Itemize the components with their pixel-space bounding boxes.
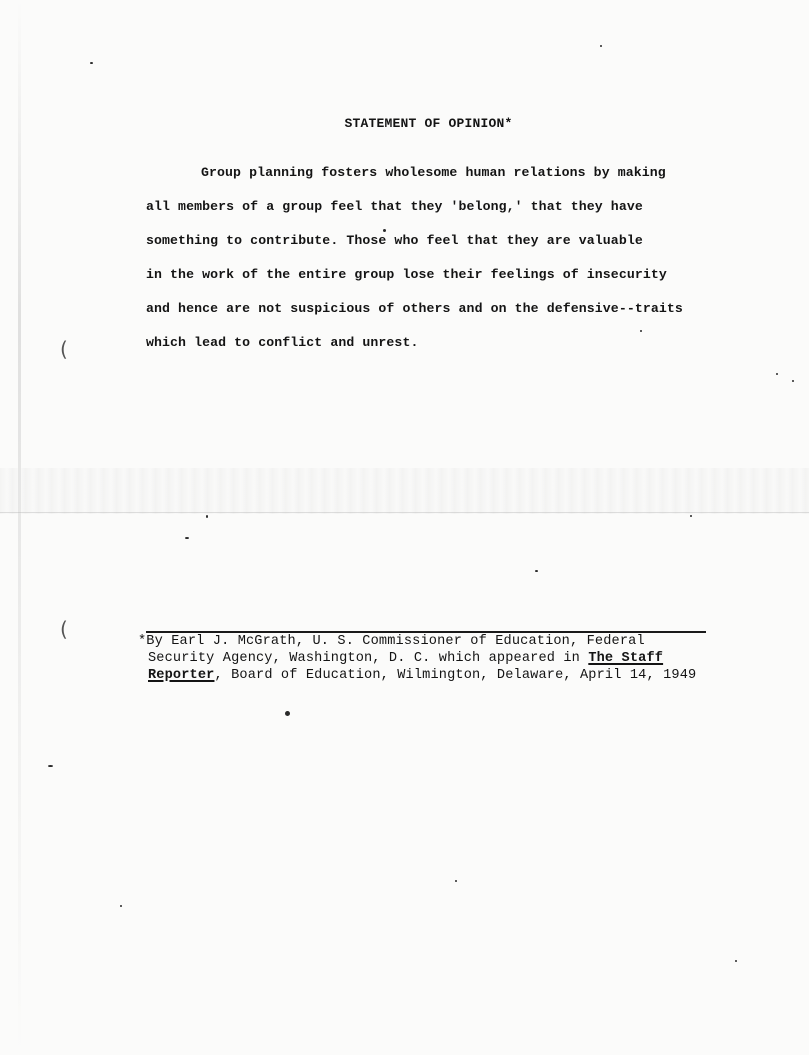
footnote-rule [146,631,706,633]
footnote-text: Security Agency, Washington, D. C. which appeared in [148,651,589,666]
fold-band [0,468,809,514]
scan-speck [285,711,290,716]
document-title-text: STATEMENT OF OPINION* [344,116,513,131]
margin-mark-1: ( [60,337,68,361]
publication-title-part-2: Reporter [148,668,215,683]
paragraph-line-2: all members of a group feel that they 'belong,' that they have [146,199,643,214]
footnote-line-1: *By Earl J. McGrath, U. S. Commissioner of Education, Federal [138,634,645,649]
footnote-text-end: , Board of Education, Wilmington, Delaware, April 14, 1949 [214,668,697,683]
document-title [0,116,809,131]
scan-speck [776,373,778,375]
paragraph-line-6: which lead to conflict and unrest. [146,335,419,350]
paragraph-line-4: in the work of the entire group lose their feelings of insecurity [146,267,667,282]
scan-speck [383,229,386,232]
scan-speck [455,880,457,882]
paragraph-line-3: something to contribute. Those who feel that they are valuable [146,233,643,248]
footnote-line-3 [148,668,696,683]
footnote-line-2 [148,651,663,666]
scan-speck [735,960,737,962]
publication-title-part-1: The Staff [588,651,664,666]
page-edge-shadow [18,0,21,1055]
scan-speck [792,380,794,382]
scan-speck [690,515,692,517]
scan-speck [206,515,208,518]
margin-mark-2: ( [60,617,68,641]
scan-speck [600,45,602,47]
scan-speck [535,570,538,572]
scan-speck [120,905,122,907]
paragraph-line-1: Group planning fosters wholesome human relations by making [201,165,666,180]
scan-speck [185,537,189,539]
scan-speck [90,62,93,64]
fold-line [0,512,809,513]
scan-speck [640,330,642,332]
scan-speck [48,765,53,767]
paragraph-line-5: and hence are not suspicious of others and on the defensive--traits [146,301,683,316]
